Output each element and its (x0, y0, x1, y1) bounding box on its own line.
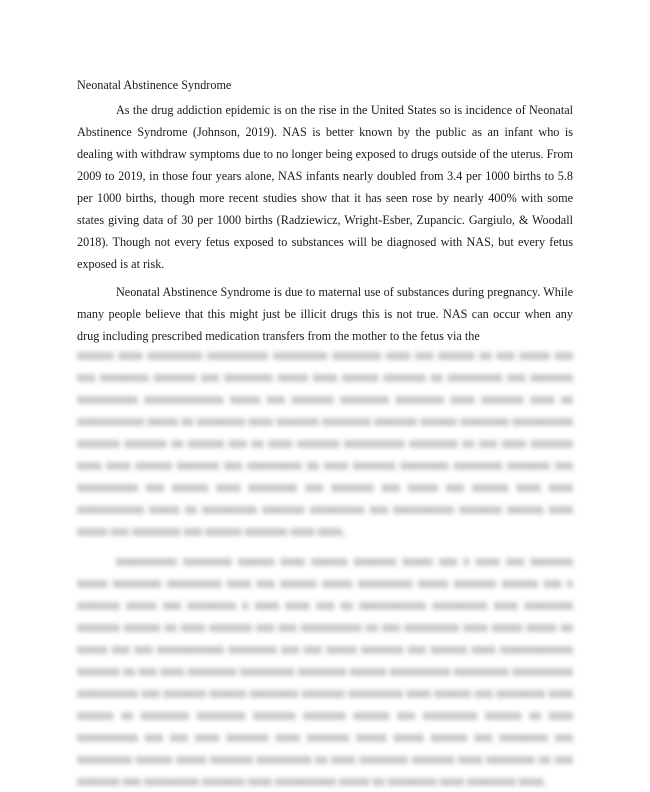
paragraph-2-text: Neonatal Abstinence Syndrome is due to maternal use of substances during pregnancy. While many people believe that this might just be illicit drugs this is not true. NAS can occur when any drug including prescribed medication transfers from the mother to the fetus via the (77, 285, 573, 343)
document-title: Neonatal Abstinence Syndrome (77, 78, 232, 92)
paragraph-1-text: As the drug addiction epidemic is on the rise in the United States so is incidence of Neonatal Abstinence Syndrome (Johnson, 2019). NAS is better known by the public as an infant who is dealing with withdraw symptoms due to no longer being exposed to drugs outside of the uterus. From 2009 to 2019, in those four years alone, NAS infants nearly doubled from 3.4 per 1000 births to 5.8 per 1000 births, though more recent studies show that it has seen rose by nearly 400% with some states giving data of 30 per 1000 births (Radziewicz, Wright-Esber, Zupancic. Gargiulo, & Woodall 2018). Though not every fetus exposed to substances will be diagnosed with NAS, but every fetus exposed is at risk. (77, 103, 573, 271)
paragraph-2 (77, 281, 573, 347)
blurred-preview-region (0, 348, 650, 788)
paragraph-1 (77, 99, 573, 275)
blurred-preview-text: xxxxxx xxxx xxxxxxxxx xxxxxxxxxx xxxxxxxxx xxxxxxxx xxxx xxx xxxxxx xx xxx xxxxx xxx xxx xxxxxxxx xxxxxxx xxx xxxxxxxx xxxxx xxxx xxxxxx xxxxxxx xx xxxxxxxxx xxx xxxxxxx xxxxxxxxxx xxxxxxxxxxxxx xxxxx xxx xxxxxxx xxxxxxxx xxxxxxxx xxxx xxxxxxx xxxx xx xxxxxxxxxxx xxxxx xx xxxxxxxx xxxx xxxxxxx xxxxxxxx xxxxxxx xxxxxx xxxxxxxx xxxxxxxxxx xxxxxxx xxxxxxx xx xxxxxx xxx xx xxxx xxxxxxx xxxxxxxxxx xxxxxxxx xx xxx xxxx xxxxxxx xxxx xxxx xxxxxx xxxxxxx xxx xxxxxxxxx xx xxxx xxxxxxx xxxxxxxx xxxxxxxx xxxxxxx xxx xxxxxxxxxx xxx xxxxxx xxxx xxxxxxxx xxx xxxxxxx xxx xxxxx xxx xxxxxx xxxx xxxx xxxxxxxxxxx xxxxx xx xxxxxxxxx xxxxxxx xxxxxxxxx xxx xxxxxxxxxx xxxxxxx xxxxxx xxxx xxxxx xxx xxxxxxxx xxx xxxxxx xxxxxxx xxxx xxxx. xxxxxxxxxx xxxxxxxx xxxxxx xxxx xxxxxx xxxxxxx xxxxx xxx x xxxx xxx xxxxxxx xxxxx xxxxxxxx xxxxxxxxx xxxx xxx xxxxxx xxxxx xxxxxxxxx xxxxx xxxxxxx xxxxxx xxx x xxxxxxx xxxxx xxx xxxxxxxx x xxxx xxxx xxx xx xxxxxxxxxxx xxxxxxxxx xxxx xxxxxxxx xxxxxxx xxxxxx xx xxxx xxxxxxx xxx xxx xxxxxxxxxx xx xxx xxxxxxxxx xxxx xxxxx xxxxx xx xxxxx xxx xxx xxxxxxxxxxx xxxxxxxx xxx xxx xxxxx xxxxxxx xxx xxxxxx xxxx xxxxxxxxxxxx xxxxxxx xx xxx xxxx xxxxxxxx xxxxxxxxx xxxxxxxx xxxxxx xxxxxxxxxx xxxxxxxxx xxxxxxxxxx xxxxxxxxxx xxx xxxxxxx xxxxxx xxxxxxxx xxxxxxx xxxxxxxxx xxxx xxxxxx xxx xxxxxxxx xxxx xxxxxx xx xxxxxxxx xxxxxxxx xxxxxxx xxxxxxx xxxxxx xxx xxxxxxxxx xxxxxx xx xxxx xxxxxxxxxx xxx xxx xxxx xxxxxxx xxxx xxxxxxx xxxxx xxxxx xxxxxx xxx xxxxxxxx xxx xxxxxxxxx xxxxxx xxxxx xxxxxxx xxxxxxxxx xx xxxx xxxxxxxx xxxxxxx xxxx xxxxxxxx xx xxx xxxxxxx xxx xxxxxxxxx xxxxxxx xxxx xxxxxxxxxx xxxxx xx xxxxxxxx xxxx xxxxxxxx xxxx. (77, 348, 573, 788)
document-body (77, 77, 573, 347)
